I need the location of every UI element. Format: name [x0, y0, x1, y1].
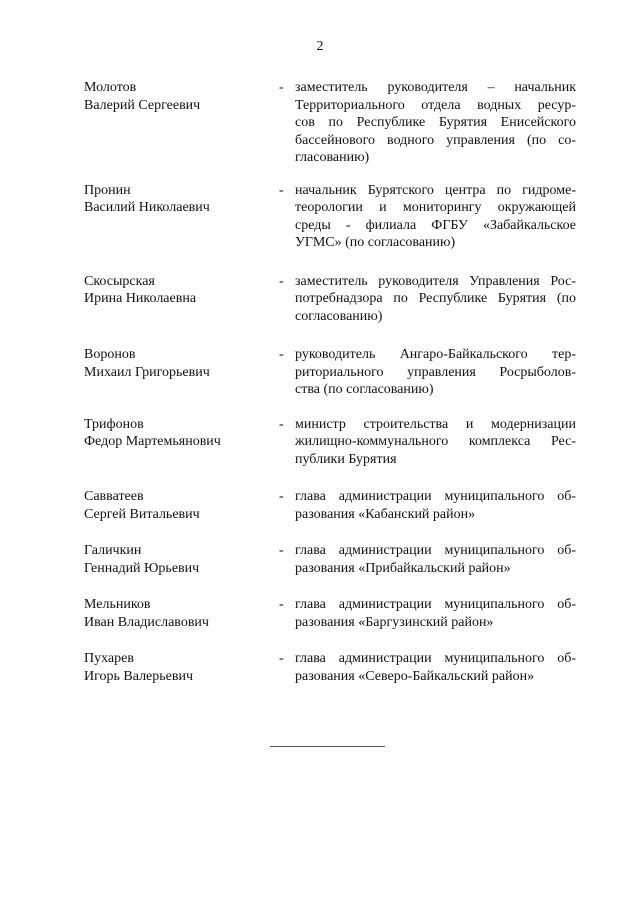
- role-line: министр строительства и модернизации: [295, 416, 576, 432]
- role-line: жилищно-коммунального комплекса Рес-: [295, 434, 576, 449]
- list-item: [84, 182, 576, 252]
- member-name: [84, 488, 279, 523]
- member-given-names: Ирина Николаевна: [84, 291, 197, 306]
- member-role: [295, 488, 576, 523]
- member-name: [84, 79, 279, 114]
- dash-separator: -: [279, 182, 284, 198]
- list-item: [84, 596, 576, 631]
- member-role: [295, 182, 576, 252]
- member-given-names: Геннадий Юрьевич: [84, 560, 200, 576]
- member-name: [84, 346, 279, 381]
- member-surname: Трифонов: [84, 416, 144, 432]
- role-line: теорологии и мониторингу окружающей: [295, 200, 576, 215]
- role-line: Территориального отдела водных ресур-: [295, 97, 576, 113]
- member-surname: Мельников: [84, 597, 151, 612]
- page-number: 2: [316, 39, 324, 54]
- list-item: [84, 488, 576, 523]
- role-line: глава администрации муниципального об-: [295, 489, 576, 504]
- member-name: [84, 542, 279, 577]
- role-line: глава администрации муниципального об-: [295, 543, 576, 558]
- member-name: [84, 273, 279, 308]
- role-line: разования «Баргузинский район»: [295, 614, 494, 630]
- role-line: сов по Республике Бурятия Енисейского: [295, 115, 576, 130]
- role-line: потребнадзора по Республике Бурятия (по: [295, 291, 576, 306]
- member-surname: Молотов: [84, 80, 137, 95]
- dash-separator: -: [279, 597, 284, 612]
- member-list: [84, 79, 576, 685]
- role-line: УГМС» (по согласованию): [295, 235, 456, 250]
- member-name: [84, 650, 279, 685]
- member-role: [295, 273, 576, 326]
- member-given-names: Игорь Валерьевич: [84, 668, 194, 684]
- role-line: глава администрации муниципального об-: [295, 597, 576, 612]
- role-line: согласованию): [295, 308, 383, 324]
- dash-separator: -: [279, 80, 284, 95]
- role-line: руководитель Ангаро-Байкальского тер-: [295, 347, 576, 362]
- member-role: [295, 596, 576, 631]
- member-given-names: Василий Николаевич: [84, 200, 210, 215]
- list-item: [84, 542, 576, 577]
- member-name: [84, 182, 279, 217]
- member-surname: Скосырская: [84, 273, 155, 289]
- member-surname: Галичкин: [84, 543, 142, 558]
- role-line: начальник Бурятского центра по гидроме-: [295, 182, 576, 198]
- member-surname: Воронов: [84, 347, 136, 362]
- role-line: ства (по согласованию): [295, 382, 434, 397]
- end-divider: [270, 746, 385, 747]
- role-line: разования «Северо-Байкальский район»: [295, 668, 535, 684]
- member-role: [295, 416, 576, 469]
- member-surname: Пронин: [84, 182, 131, 198]
- list-item: [84, 416, 576, 469]
- list-item: [84, 346, 576, 399]
- member-role: [295, 542, 576, 577]
- role-line: среды - филиала ФГБУ «Забайкальское: [295, 217, 576, 233]
- dash-separator: -: [279, 416, 284, 432]
- member-role: [295, 346, 576, 399]
- dash-separator: -: [279, 273, 284, 289]
- list-item: [84, 79, 576, 167]
- role-line: публики Бурятия: [295, 451, 397, 467]
- member-given-names: Федор Мартемьянович: [84, 434, 221, 449]
- dash-separator: -: [279, 489, 284, 504]
- member-role: [295, 79, 576, 167]
- role-line: глава администрации муниципального об-: [295, 651, 576, 666]
- list-item: [84, 650, 576, 685]
- role-line: заместитель руководителя – начальник: [295, 80, 576, 95]
- member-given-names: Михаил Григорьевич: [84, 364, 210, 380]
- role-line: бассейнового водного управления (по со-: [295, 132, 576, 148]
- role-line: гласованию): [295, 150, 370, 165]
- dash-separator: -: [279, 651, 284, 666]
- member-role: [295, 650, 576, 685]
- member-name: [84, 416, 279, 451]
- member-given-names: Валерий Сергеевич: [84, 97, 201, 113]
- member-given-names: Сергей Витальевич: [84, 506, 200, 522]
- list-item: [84, 273, 576, 326]
- member-given-names: Иван Владиславович: [84, 614, 209, 630]
- role-line: разования «Прибайкальский район»: [295, 560, 511, 576]
- role-line: риториального управления Росрыболов-: [295, 364, 576, 380]
- dash-separator: -: [279, 543, 284, 558]
- member-surname: Савватеев: [84, 489, 144, 504]
- dash-separator: -: [279, 347, 284, 362]
- member-name: [84, 596, 279, 631]
- member-surname: Пухарев: [84, 651, 134, 666]
- role-line: разования «Кабанский район»: [295, 506, 476, 522]
- role-line: заместитель руководителя Управления Рос-: [295, 273, 576, 289]
